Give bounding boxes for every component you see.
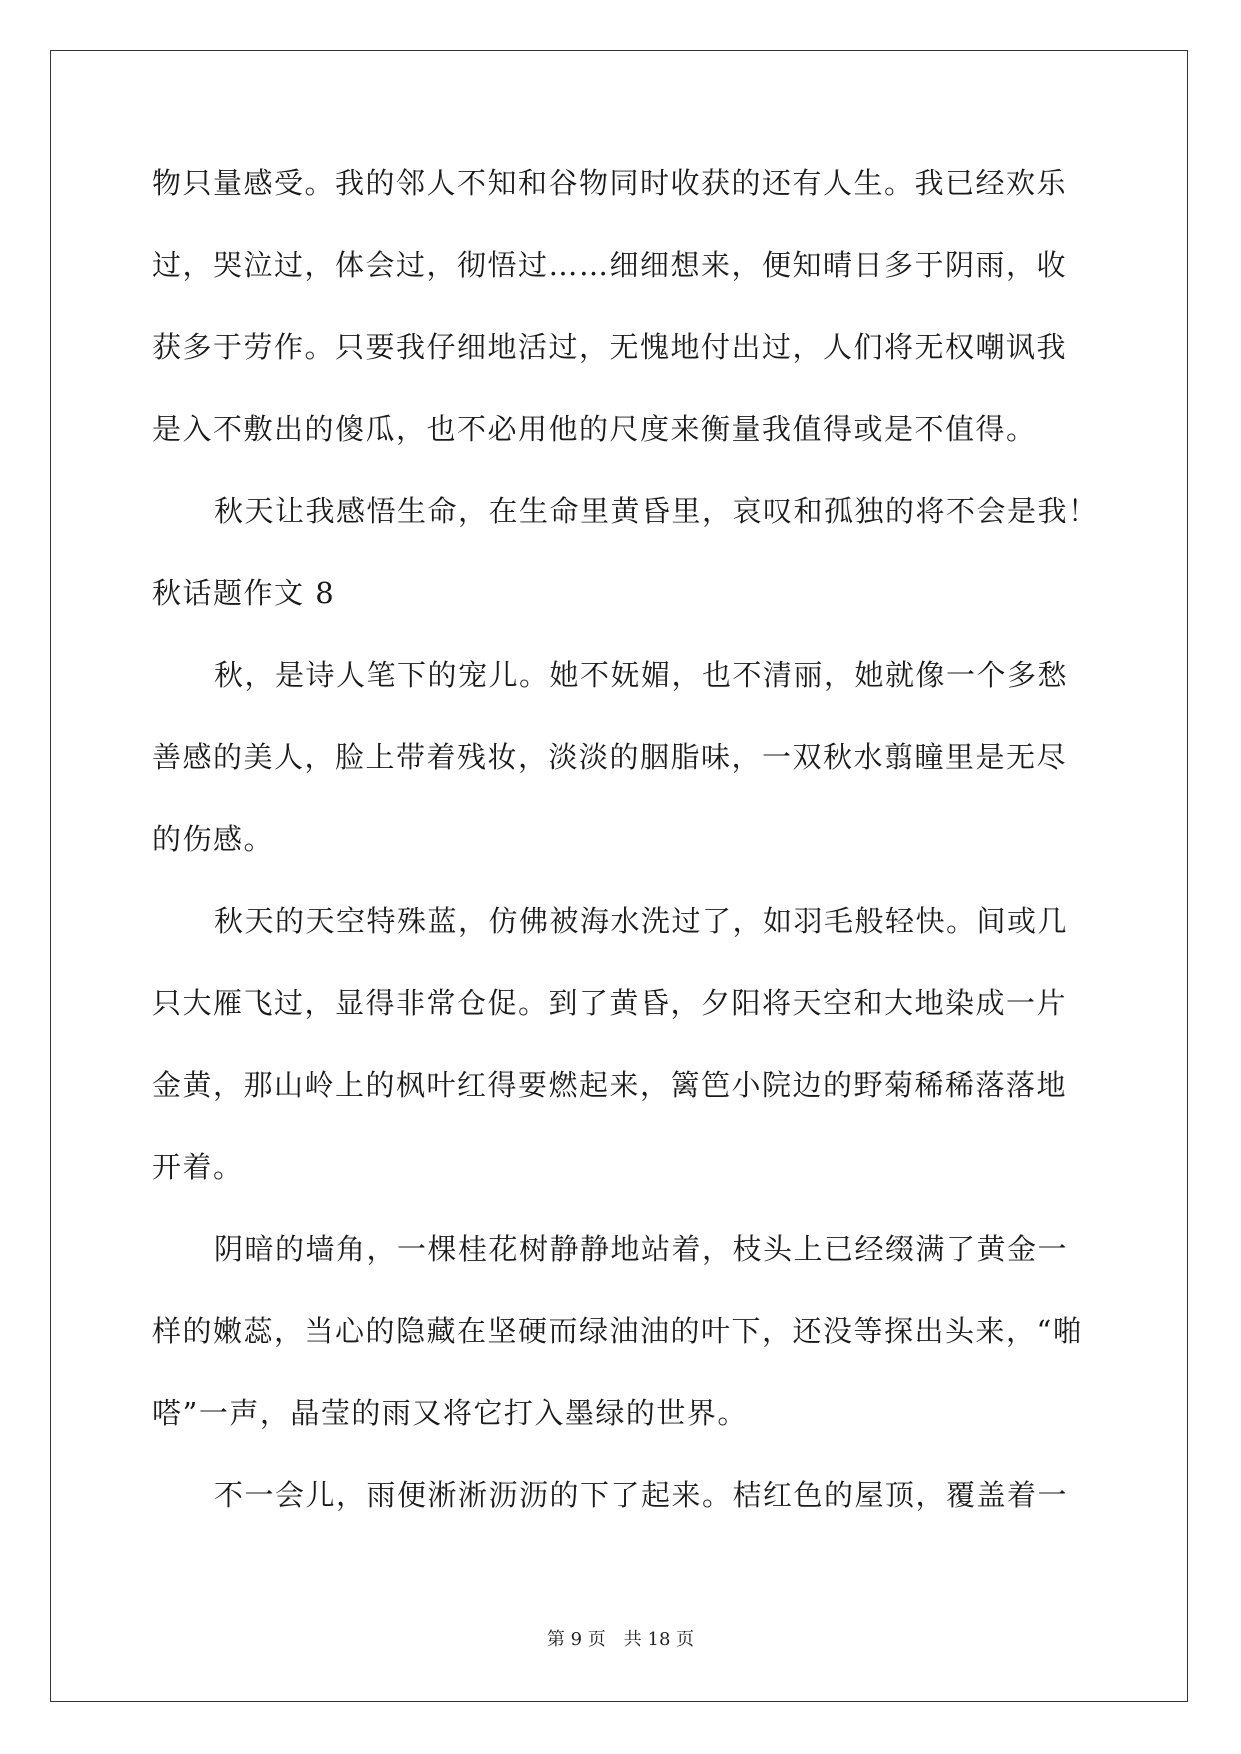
text-line: 过，哭泣过，体会过，彻悟过……细细想来，便知晴日多于阴雨，收: [152, 248, 1068, 282]
page-footer: [0, 1628, 1241, 1652]
text-line: 嗒”一声，晶莹的雨又将它打入墨绿的世界。: [152, 1396, 748, 1430]
page-number: 第 9 页: [546, 1629, 606, 1650]
paragraph-start: 秋天让我感悟生命，在生命里黄昏里，哀叹和孤独的将不会是我！: [214, 494, 1099, 528]
text-line: 金黄，那山岭上的枫叶红得要燃起来，篱笆小院边的野菊稀稀落落地: [152, 1068, 1068, 1102]
text-line: 的伤感。: [152, 822, 275, 856]
text-line: 样的嫩蕊，当心的隐藏在坚硬而绿油油的叶下，还没等探出头来，“啪: [152, 1314, 1084, 1348]
text-line: 物只量感受。我的邻人不知和谷物同时收获的还有人生。我已经欢乐: [152, 166, 1068, 200]
paragraph-start: 阴暗的墙角，一棵桂花树静静地站着，枝头上已经缀满了黄金一: [214, 1232, 1069, 1266]
text-line: 是入不敷出的傻瓜，也不必用他的尺度来衡量我值得或是不值得。: [152, 412, 1037, 446]
paragraph-start: 秋天的天空特殊蓝，仿佛被海水洗过了，如羽毛般轻快。间或几: [214, 904, 1069, 938]
text-line: 善感的美人，脸上带着残妆，淡淡的胭脂味，一双秋水翦瞳里是无尽: [152, 740, 1068, 774]
paragraph-start: 秋，是诗人笔下的宠儿。她不妩媚，也不清丽，她就像一个多愁: [214, 658, 1069, 692]
paragraph-start: 不一会儿，雨便淅淅沥沥的下了起来。桔红色的屋顶，覆盖着一: [214, 1478, 1069, 1512]
text-line: 开着。: [152, 1150, 244, 1184]
section-heading: 秋话题作文 8: [152, 576, 336, 610]
page-total: 共 18 页: [623, 1629, 695, 1650]
document-body: [152, 163, 1099, 1515]
text-line: 获多于劳作。只要我仔细地活过，无愧地付出过，人们将无权嘲讽我: [152, 330, 1068, 364]
text-line: 只大雁飞过，显得非常仓促。到了黄昏，夕阳将天空和大地染成一片: [152, 986, 1068, 1020]
